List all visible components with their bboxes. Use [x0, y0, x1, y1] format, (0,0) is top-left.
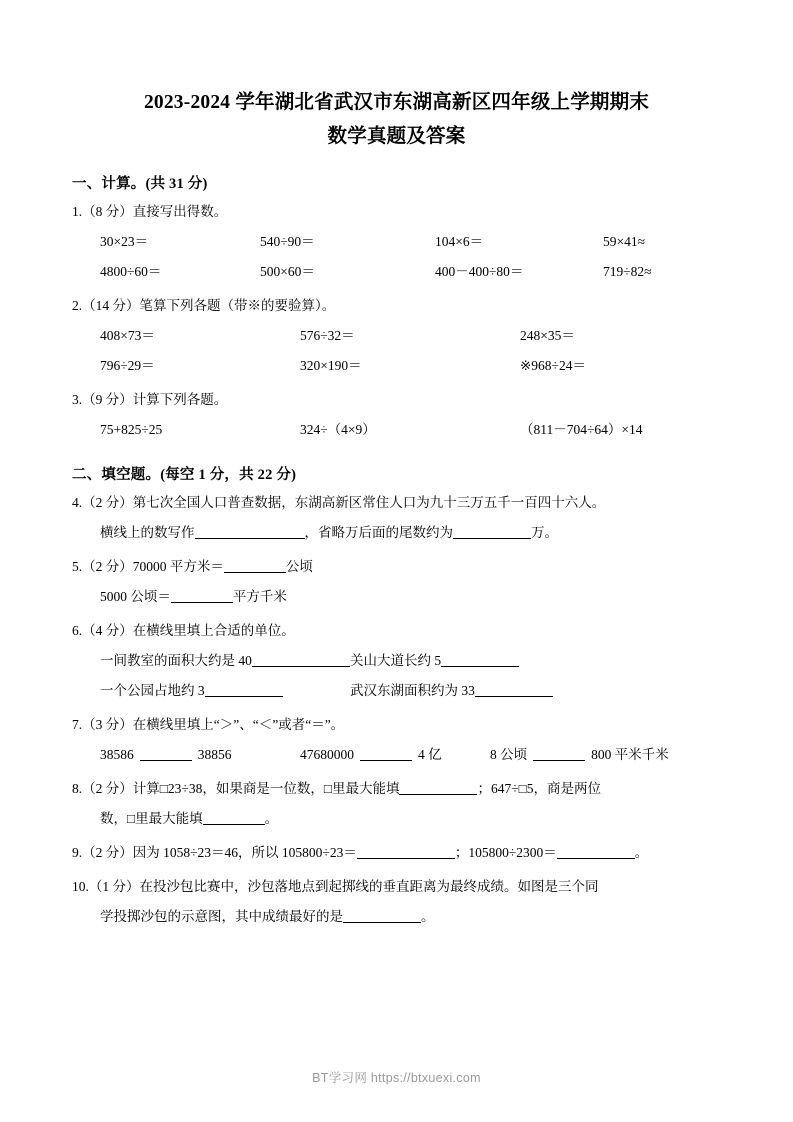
question-8-line-2 — [72, 804, 721, 834]
q10-label-a: 学投掷沙包的示意图，其中成绩最好的是 — [100, 909, 343, 924]
q4-blank-1[interactable] — [195, 524, 305, 539]
question-1-row-1 — [72, 227, 721, 257]
section-heading-1: 一、计算。(共 31 分) — [72, 176, 208, 192]
q4-label-a: 横线上的数写作 — [100, 525, 195, 540]
q7-compare-1 — [100, 740, 300, 770]
q6-label-1: 一间教室的面积大约是 40 — [100, 653, 252, 668]
q9-label-c: 。 — [634, 845, 649, 860]
page-footer: BT学习网 https://btxuexi.com — [312, 1071, 481, 1085]
question-3-row-1 — [72, 415, 721, 445]
q8-blank-2[interactable] — [203, 810, 265, 825]
page-title-line-1: 2023-2024 学年湖北省武汉市东湖高新区四年级上学期期末 — [143, 92, 650, 113]
question-5-line-2 — [72, 582, 721, 612]
question-2-row-2 — [72, 351, 721, 381]
question-1-row-2 — [72, 257, 721, 287]
q8-label-c: 数，□里最大能填 — [100, 811, 203, 826]
q6-item-1 — [100, 646, 350, 676]
question-10-line-1: 10.（1 分）在投沙包比赛中，沙包落地点到起掷线的垂直距离为最终成绩。如图是三个同 — [72, 879, 599, 894]
question-6-prompt: 6.（4 分）在横线里填上合适的单位。 — [72, 623, 295, 638]
page-title — [72, 86, 721, 154]
question-1-prompt: 1.（8 分）直接写出得数。 — [72, 204, 228, 219]
q8-label-b: ；647÷□5，商是两位 — [477, 781, 602, 796]
question-6-row-2 — [72, 676, 721, 706]
question-10-line-2 — [72, 902, 721, 932]
q5-label-c: 5000 公顷＝ — [100, 589, 171, 604]
q6-item-2 — [350, 646, 519, 676]
q6-item-3 — [100, 676, 350, 706]
q6-label-2: 关山大道长约 5 — [350, 653, 442, 668]
section-heading-2: 二、填空题。(每空 1 分，共 22 分) — [72, 467, 297, 483]
q8-blank-1[interactable] — [399, 780, 477, 795]
q6-blank-1[interactable] — [252, 652, 350, 667]
question-8 — [72, 774, 721, 834]
question-8-line-1 — [72, 774, 721, 804]
q6-blank-4[interactable] — [475, 682, 553, 697]
q5-label-a: 5.（2 分）70000 平方米＝ — [72, 559, 224, 574]
q7-left-3: 8 公顷 — [490, 747, 528, 762]
q2-r2-c3: ※968÷24＝ — [520, 358, 586, 373]
q1-r1-c3: 104×6＝ — [435, 234, 484, 249]
question-4-line-2 — [72, 518, 721, 548]
q7-compare-3 — [490, 740, 669, 770]
q9-blank-1[interactable] — [357, 844, 455, 859]
q7-right-1: 38856 — [197, 747, 232, 762]
q1-r1-c4: 59×41≈ — [603, 234, 646, 249]
question-2-row-1 — [72, 321, 721, 351]
q7-right-2: 4 亿 — [418, 747, 442, 762]
question-2 — [72, 291, 721, 381]
q7-blank-3[interactable] — [533, 746, 585, 761]
q3-r1-c3: （811－704÷64）×14 — [520, 422, 643, 437]
q2-r1-c3: 248×35＝ — [520, 328, 575, 343]
q6-blank-3[interactable] — [205, 682, 283, 697]
q1-r2-c4: 719÷82≈ — [603, 264, 652, 279]
q9-label-a: 9.（2 分）因为 1058÷23＝46，所以 105800÷23＝ — [72, 845, 357, 860]
q2-r1-c1: 408×73＝ — [100, 328, 155, 343]
q9-blank-2[interactable] — [557, 844, 635, 859]
q3-r1-c1: 75+825÷25 — [100, 422, 163, 437]
q10-blank-1[interactable] — [343, 908, 421, 923]
q3-r1-c2: 324÷（4×9） — [300, 422, 376, 437]
q1-r2-c1: 4800÷60＝ — [100, 264, 162, 279]
q1-r2-c2: 500×60＝ — [260, 264, 315, 279]
q9-label-b: ；105800÷2300＝ — [454, 845, 557, 860]
q4-label-b: ，省略万后面的尾数约为 — [304, 525, 453, 540]
question-7 — [72, 710, 721, 770]
q7-left-2: 47680000 — [300, 747, 354, 762]
question-3 — [72, 385, 721, 445]
q8-label-a: 8.（2 分）计算□23÷38，如果商是一位数，□里最大能填 — [72, 781, 400, 796]
question-9 — [72, 838, 721, 868]
page-title-line-2: 数学真题及答案 — [327, 126, 466, 147]
question-7-prompt: 7.（3 分）在横线里填上“＞”、“＜”或者“＝”。 — [72, 717, 345, 732]
q2-r2-c1: 796÷29＝ — [100, 358, 155, 373]
q4-label-c: 万。 — [531, 525, 558, 540]
q7-right-3: 800 平米千米 — [591, 747, 669, 762]
question-7-row — [72, 740, 721, 770]
question-4-line-1: 4.（2 分）第七次全国人口普查数据，东湖高新区常住人口为九十三万五千一百四十六人。 — [72, 495, 606, 510]
q5-label-b: 公顷 — [285, 559, 313, 574]
q6-blank-2[interactable] — [441, 652, 519, 667]
question-5 — [72, 552, 721, 612]
question-4 — [72, 488, 721, 548]
q6-item-4 — [350, 676, 553, 706]
question-6 — [72, 616, 721, 706]
q6-label-4: 武汉东湖面积约为 33 — [350, 683, 475, 698]
q6-label-3: 一个公园占地约 3 — [100, 683, 205, 698]
q1-r1-c2: 540÷90＝ — [260, 234, 315, 249]
q1-r2-c3: 400－400÷80＝ — [435, 264, 524, 279]
q5-label-d: 平方千米 — [232, 589, 287, 604]
q4-blank-2[interactable] — [453, 524, 531, 539]
q5-blank-1[interactable] — [224, 558, 286, 573]
q5-blank-2[interactable] — [171, 588, 233, 603]
q7-blank-2[interactable] — [360, 746, 412, 761]
question-3-prompt: 3.（9 分）计算下列各题。 — [72, 392, 228, 407]
question-9-line-1 — [72, 838, 721, 868]
q7-left-1: 38586 — [100, 747, 134, 762]
q10-label-b: 。 — [421, 909, 435, 924]
q2-r1-c2: 576÷32＝ — [300, 328, 355, 343]
question-5-line-1 — [72, 552, 721, 582]
q2-r2-c2: 320×190＝ — [300, 358, 362, 373]
q7-blank-1[interactable] — [140, 746, 192, 761]
question-10 — [72, 872, 721, 932]
question-6-row-1 — [72, 646, 721, 676]
q7-compare-2 — [300, 740, 490, 770]
q8-label-d: 。 — [264, 811, 279, 826]
question-2-prompt: 2.（14 分）笔算下列各题（带※的要验算）。 — [72, 298, 336, 313]
question-1 — [72, 197, 721, 287]
q1-r1-c1: 30×23＝ — [100, 234, 149, 249]
